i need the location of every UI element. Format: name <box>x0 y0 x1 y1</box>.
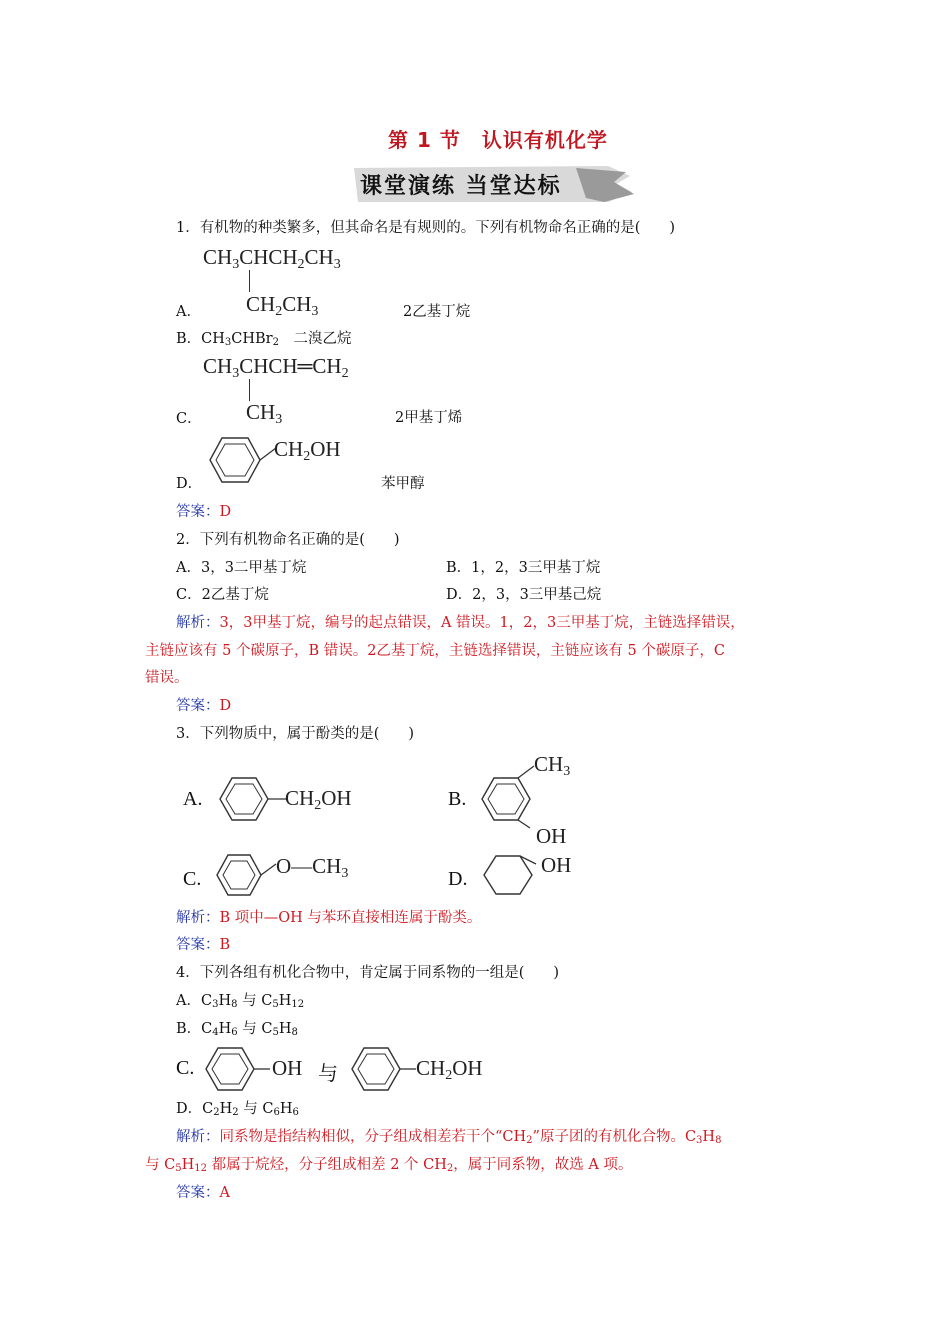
q1-answer-value: D <box>219 504 232 520</box>
q4-analysis-line1: 解析：同系物是指结构相似，分子组成相差若干个“CH2”原子团的有机化合物。C3H8 <box>176 1129 722 1146</box>
q3-analysis-text: B 项中—OH 与苯环直接相连属于酚类。 <box>219 910 482 926</box>
q4-option-d: D．C2H2 与 C6H6 <box>176 1101 299 1118</box>
q2-option-c: C．2乙基丁烷 <box>176 587 269 603</box>
q3-stem: 3．下列物质中，属于酚类的是( ) <box>176 726 415 742</box>
q3-answer <box>176 935 230 955</box>
q3a-benzene-ring <box>212 772 292 826</box>
q3c-formula: $O—CH_3$ <box>276 854 349 881</box>
q2-option-d: D．2，3，3三甲基己烷 <box>446 587 602 603</box>
q1-option-c-name: 2甲基丁烯 <box>395 410 463 426</box>
q1c-bond <box>249 379 250 401</box>
q1-option-d-name: 苯甲醇 <box>381 476 425 492</box>
q1a-formula-top: $CH_3CHCH_2CH_3$ <box>203 245 341 272</box>
q1a-formula-bottom: $CH_2CH_3$ <box>246 292 319 319</box>
q1-option-c-label: C． <box>176 411 202 427</box>
banner-text: 课堂演练 当堂达标 <box>360 174 562 199</box>
q2-answer-label: 答案： <box>176 698 220 714</box>
q1-option-a-name: 2乙基丁烷 <box>403 304 471 320</box>
q4c-and: 与 <box>318 1063 338 1085</box>
q3-analysis <box>176 908 481 928</box>
q3a-formula: $CH_2OH$ <box>285 786 352 813</box>
q4c-ch2oh: $CH_2OH$ <box>416 1056 483 1083</box>
q2-stem: 2．下列有机物命名正确的是( ) <box>176 532 400 548</box>
q4c-benzyl-ring <box>346 1044 420 1094</box>
q1-option-a-label: A． <box>176 304 201 320</box>
q2-answer-value: D <box>219 698 232 714</box>
q2-analysis-label: 解析： <box>176 615 220 631</box>
q1d-formula: $CH_2OH$ <box>274 437 341 464</box>
q3-option-b-label: B. <box>448 788 467 810</box>
q3-option-d-label: D. <box>448 868 468 890</box>
q3b-ch3: $CH_3$ <box>534 752 571 779</box>
q3-answer-value: B <box>219 937 231 953</box>
q4-analysis-line2: 与 C5H12 都属于烷烃，分子组成相差 2 个 CH2，属于同系物，故选 A 项。 <box>145 1157 633 1174</box>
q2-option-a: A．3，3二甲基丁烷 <box>176 560 307 576</box>
section-title: 第 1 节 认识有机化学 <box>388 128 608 152</box>
q1-answer-label: 答案： <box>176 504 220 520</box>
q3-answer-label: 答案： <box>176 937 220 953</box>
q1-option-d-label: D． <box>176 476 203 492</box>
q2-analysis-line3: 错误。 <box>145 670 189 686</box>
q4c-phenol-ring <box>200 1044 274 1094</box>
q4-stem: 4．下列各组有机化合物中，肯定属于同系物的一组是( ) <box>176 965 560 981</box>
q3-option-a-label: A. <box>183 788 203 810</box>
q2-analysis-line1 <box>176 613 745 633</box>
q1c-formula-bottom: $CH_3$ <box>246 400 283 427</box>
q4-option-a: A．C3H8 与 C5H12 <box>176 993 305 1010</box>
banner <box>346 162 636 206</box>
q2-analysis-text1: 3，3甲基丁烷，编号的起点错误，A 错误。1，2，3三甲基丁烷，主链选择错误， <box>219 615 745 631</box>
q1-stem: 1．有机物的种类繁多，但其命名是有规则的。下列有机物命名正确的是( ) <box>176 220 676 236</box>
q3c-benzene-ring <box>210 850 282 900</box>
q3d-oh: OH <box>541 853 572 877</box>
q2-analysis-line2: 主链应该有 5 个碳原子，B 错误。2乙基丁烷，主链选择错误，主链应该有 5 个碳原子，C <box>145 643 725 659</box>
q4-analysis-label: 解析： <box>176 1129 220 1145</box>
q1d-benzene-ring <box>200 430 280 490</box>
q1a-bond <box>249 270 250 292</box>
q4-answer-value: A <box>219 1185 230 1201</box>
q3d-cyclohexane-ring <box>478 846 548 900</box>
q4-option-c-label: C. <box>176 1057 195 1079</box>
q1c-formula-top: $CH_3CHCH═CH_2$ <box>203 354 349 381</box>
q1-answer <box>176 502 231 522</box>
q1-option-b: B．CH3CHBr2 二溴乙烷 <box>176 331 352 348</box>
q4-option-b: B．C4H6 与 C5H8 <box>176 1021 298 1038</box>
q4c-oh: OH <box>272 1056 303 1080</box>
q3b-benzene-ring <box>474 758 554 830</box>
q2-option-b: B．1，2，3三甲基丁烷 <box>446 560 601 576</box>
q3-analysis-label: 解析： <box>176 910 220 926</box>
q2-answer <box>176 696 231 716</box>
q4-answer <box>176 1183 230 1203</box>
q3-option-c-label: C. <box>183 868 202 890</box>
q3b-oh: OH <box>536 824 567 848</box>
q4-answer-label: 答案： <box>176 1185 220 1201</box>
